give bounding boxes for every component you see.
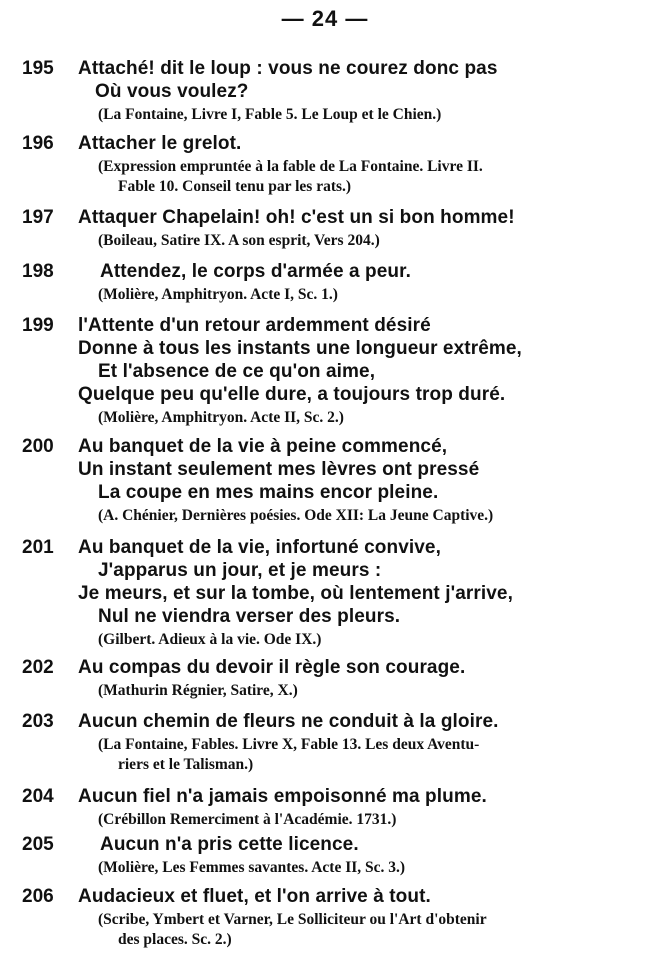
quote-line: Attaquer Chapelain! oh! c'est un si bon homme! <box>78 207 515 228</box>
entry-number: 203 <box>22 711 54 732</box>
entry-number: 205 <box>22 834 54 855</box>
citation-line: (Molière, Amphitryon. Acte I, Sc. 1.) <box>98 286 338 303</box>
citation-line: (La Fontaine, Livre I, Fable 5. Le Loup et le Chien.) <box>98 106 442 123</box>
quote-line: Aucun n'a pris cette licence. <box>100 834 359 855</box>
citation-line: (Scribe, Ymbert et Varner, Le Solliciteur ou l'Art d'obtenir <box>98 911 487 928</box>
citation-line: (Mathurin Régnier, Satire, X.) <box>98 682 298 699</box>
quote-line: Attaché! dit le loup : vous ne courez donc pas <box>78 58 498 79</box>
quote-line: Attendez, le corps d'armée a peur. <box>100 261 411 282</box>
citation-line: (Molière, Amphitryon. Acte II, Sc. 2.) <box>98 409 344 426</box>
quote-line: Et l'absence de ce qu'on aime, <box>98 361 376 382</box>
entry-number: 201 <box>22 537 54 558</box>
citation-line: (La Fontaine, Fables. Livre X, Fable 13. Les deux Aventu- <box>98 736 480 753</box>
entry-number: 195 <box>22 58 54 79</box>
quote-line: Audacieux et fluet, et l'on arrive à tout. <box>78 886 431 907</box>
entry-number: 200 <box>22 436 54 457</box>
entry-number: 197 <box>22 207 54 228</box>
quote-line: Quelque peu qu'elle dure, a toujours trop duré. <box>78 384 506 405</box>
quote-line: Au banquet de la vie à peine commencé, <box>78 436 448 457</box>
quote-line: Où vous voulez? <box>95 81 249 102</box>
quote-line: Attacher le grelot. <box>78 133 242 154</box>
citation-line: Fable 10. Conseil tenu par les rats.) <box>118 178 352 195</box>
citation-line: (Molière, Les Femmes savantes. Acte II, Sc. 3.) <box>98 859 406 876</box>
citation-line: (Expression empruntée à la fable de La Fontaine. Livre II. <box>98 158 483 175</box>
quote-line: Je meurs, et sur la tombe, où lentement j'arrive, <box>78 583 513 604</box>
entry-number: 202 <box>22 657 54 678</box>
citation-line: (Boileau, Satire IX. A son esprit, Vers 204.) <box>98 232 380 249</box>
page-number-header: — 24 — <box>281 6 369 31</box>
entry-number: 196 <box>22 133 54 154</box>
citation-line: riers et le Talisman.) <box>118 756 254 773</box>
entry-number: 199 <box>22 315 54 336</box>
quote-line: Nul ne viendra verser des pleurs. <box>98 606 401 627</box>
entry-number: 204 <box>22 786 54 807</box>
citation-line: (A. Chénier, Dernières poésies. Ode XII: La Jeune Captive.) <box>98 507 494 524</box>
citation-line: (Crébillon Remerciment à l'Académie. 1731.) <box>98 811 397 828</box>
quote-line: Au banquet de la vie, infortuné convive, <box>78 537 441 558</box>
quote-line: Au compas du devoir il règle son courage. <box>78 657 466 678</box>
quote-line: l'Attente d'un retour ardemment désiré <box>78 315 431 336</box>
quote-line: Aucun fiel n'a jamais empoisonné ma plume. <box>78 786 487 807</box>
quote-line: J'apparus un jour, et je meurs : <box>98 560 382 581</box>
quote-line: La coupe en mes mains encor pleine. <box>98 482 439 503</box>
quote-line: Un instant seulement mes lèvres ont pressé <box>78 459 480 480</box>
citation-line: des places. Sc. 2.) <box>118 931 232 948</box>
entry-number: 198 <box>22 261 54 282</box>
citation-line: (Gilbert. Adieux à la vie. Ode IX.) <box>98 631 322 648</box>
quote-line: Donne à tous les instants une longueur extrême, <box>78 338 522 359</box>
quote-line: Aucun chemin de fleurs ne conduit à la gloire. <box>78 711 499 732</box>
entry-number: 206 <box>22 886 54 907</box>
